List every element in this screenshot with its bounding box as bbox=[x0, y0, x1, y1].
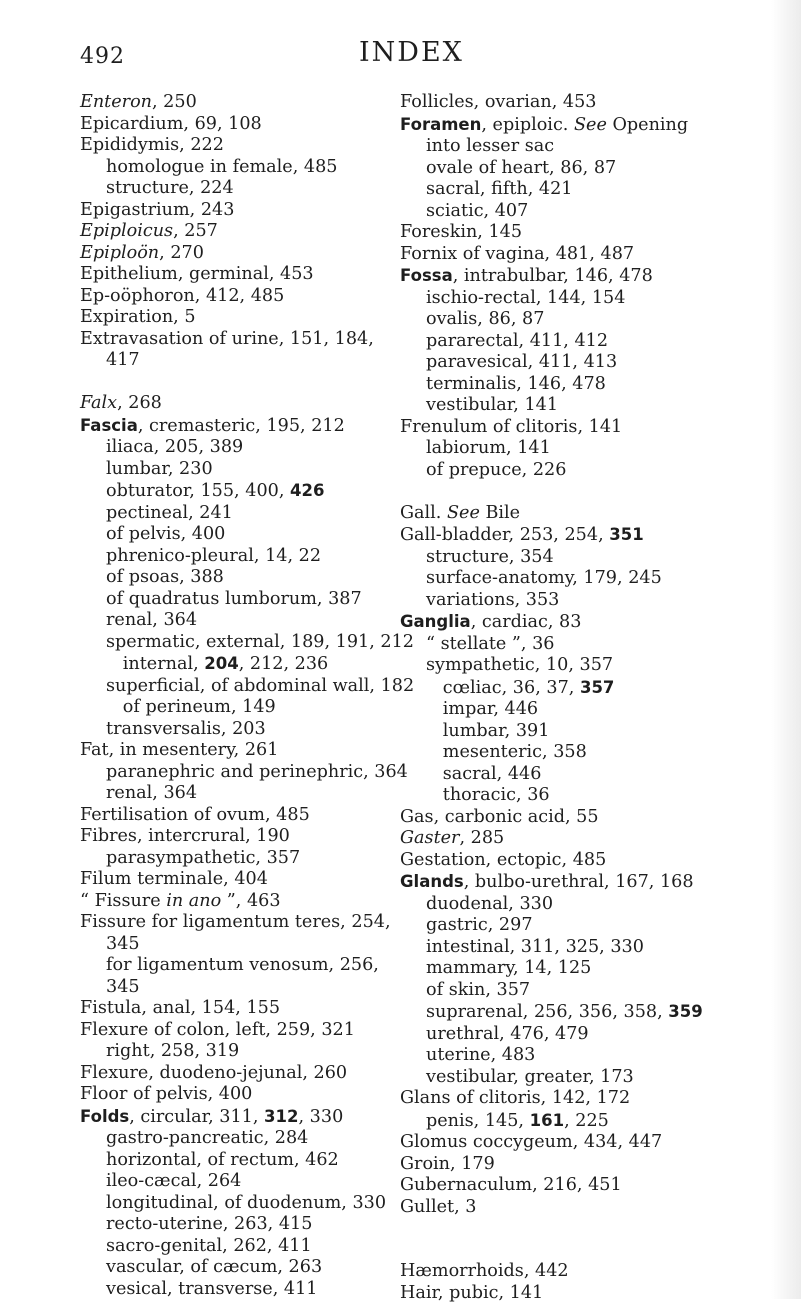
entry-text: , 268 bbox=[117, 393, 162, 413]
entry-text: Gullet, 3 bbox=[400, 1197, 477, 1217]
entry-text: Glans of clitoris, 142, 172 bbox=[400, 1088, 630, 1108]
index-entry bbox=[400, 244, 760, 266]
index-entry bbox=[400, 850, 760, 872]
entry-text: mammary, 14, 125 bbox=[426, 958, 591, 978]
index-entry bbox=[80, 286, 415, 308]
entry-text: Fissure for ligamentum teres, 254, bbox=[80, 912, 391, 932]
index-entry bbox=[400, 1261, 760, 1283]
index-subentry bbox=[80, 1041, 415, 1063]
index-subentry bbox=[80, 459, 415, 481]
entry-text: labiorum, 141 bbox=[426, 438, 551, 458]
index-subentry bbox=[80, 567, 415, 589]
entry-spacer bbox=[400, 1240, 760, 1262]
entry-text: Fascia bbox=[80, 416, 138, 435]
index-subentry bbox=[80, 546, 415, 568]
entry-text: Fornix of vagina, 481, 487 bbox=[400, 244, 634, 264]
index-entry bbox=[80, 891, 415, 913]
entry-text: 161 bbox=[530, 1111, 564, 1130]
entry-text: Fistula, anal, 154, 155 bbox=[80, 998, 280, 1018]
entry-text: paravesical, 411, 413 bbox=[426, 352, 617, 372]
index-subentry bbox=[400, 590, 760, 612]
entry-text: “ Fissure bbox=[80, 891, 166, 911]
entry-text: Ganglia bbox=[400, 612, 471, 631]
entry-text: ovale of heart, 86, 87 bbox=[426, 158, 616, 178]
index-entry bbox=[400, 114, 760, 137]
entry-text: mesenteric, 358 bbox=[426, 742, 587, 762]
index-subentry bbox=[80, 437, 415, 459]
entry-text: Expiration, 5 bbox=[80, 307, 196, 327]
index-subentry bbox=[80, 697, 415, 719]
page-edge-shadow bbox=[771, 0, 801, 1299]
entry-text: urethral, 476, 479 bbox=[426, 1024, 589, 1044]
index-entry bbox=[400, 1175, 760, 1197]
entry-text: , 257 bbox=[173, 221, 218, 241]
index-entry bbox=[80, 826, 415, 848]
index-entry bbox=[80, 329, 415, 351]
index-subentry bbox=[80, 1214, 415, 1236]
index-subentry bbox=[400, 915, 760, 937]
index-subentry bbox=[400, 460, 760, 482]
entry-text: of pelvis, 400 bbox=[106, 524, 225, 544]
entry-text: Epididymis, 222 bbox=[80, 135, 224, 155]
entry-text: suprarenal, 256, 356, 358, bbox=[426, 1002, 668, 1022]
index-entry bbox=[400, 871, 760, 894]
entry-text: pectineal, 241 bbox=[106, 503, 233, 523]
entry-text: Glomus coccygeum, 434, 447 bbox=[400, 1132, 662, 1152]
entry-text: Filum terminale, 404 bbox=[80, 869, 268, 889]
entry-text: vestibular, 141 bbox=[426, 395, 558, 415]
index-subentry bbox=[80, 955, 415, 977]
entry-text: thoracic, 36 bbox=[426, 785, 550, 805]
entry-text: homologue in female, 485 bbox=[106, 157, 337, 177]
index-entry bbox=[400, 807, 760, 829]
entry-text: of quadratus lumborum, 387 bbox=[106, 589, 362, 609]
entry-text: 359 bbox=[668, 1002, 702, 1021]
index-entry bbox=[80, 200, 415, 222]
entry-text: , cardiac, 83 bbox=[471, 612, 582, 632]
entry-text: , 285 bbox=[459, 828, 504, 848]
entry-text: ovalis, 86, 87 bbox=[426, 309, 544, 329]
index-entry bbox=[80, 912, 415, 934]
entry-text: Epigastrium, 243 bbox=[80, 200, 234, 220]
index-subentry bbox=[400, 288, 760, 310]
index-subentry bbox=[400, 1067, 760, 1089]
entry-text: vestibular, greater, 173 bbox=[426, 1067, 634, 1087]
entry-text: Extravasation of urine, 151, 184, bbox=[80, 329, 374, 349]
entry-text: Follicles, ovarian, 453 bbox=[400, 92, 596, 112]
index-subentry bbox=[80, 848, 415, 870]
index-entry bbox=[400, 1283, 760, 1304]
entry-text: spermatic, external, 189, 191, 212 bbox=[106, 632, 414, 652]
entry-text: paranephric and perinephric, 364 bbox=[106, 762, 408, 782]
index-entry bbox=[80, 1106, 415, 1129]
index-entry bbox=[80, 415, 415, 438]
entry-text: “ stellate ”, 36 bbox=[426, 634, 554, 654]
index-subentry bbox=[80, 1279, 415, 1301]
entry-text: vesical, transverse, 411 bbox=[106, 1279, 317, 1299]
entry-text: Hair, pubic, 141 bbox=[400, 1283, 543, 1303]
index-subentry bbox=[80, 632, 415, 654]
index-entry bbox=[400, 524, 760, 547]
index-subentry bbox=[400, 634, 760, 656]
entry-text: Gestation, ectopic, 485 bbox=[400, 850, 606, 870]
index-subentry bbox=[80, 1236, 415, 1258]
entry-text: phrenico-pleural, 14, 22 bbox=[106, 546, 321, 566]
index-subentry bbox=[400, 1110, 760, 1133]
index-entry bbox=[400, 1088, 760, 1110]
entry-text: terminalis, 146, 478 bbox=[426, 374, 606, 394]
entry-text: Fossa bbox=[400, 266, 453, 285]
index-entry bbox=[80, 221, 415, 243]
entry-text: cœliac, 36, 37, bbox=[426, 678, 580, 698]
index-entry bbox=[80, 393, 415, 415]
entry-text: Gas, carbonic acid, 55 bbox=[400, 807, 599, 827]
index-entry bbox=[400, 417, 760, 439]
page-number: 492 bbox=[80, 44, 125, 69]
entry-spacer bbox=[400, 481, 760, 503]
index-subentry bbox=[400, 742, 760, 764]
index-entry bbox=[400, 265, 760, 288]
entry-text: ileo-cæcal, 264 bbox=[106, 1171, 241, 1191]
entry-text: , 270 bbox=[159, 243, 204, 263]
entry-text: sacro-genital, 262, 411 bbox=[106, 1236, 312, 1256]
index-subentry bbox=[80, 1257, 415, 1279]
entry-text: Foreskin, 145 bbox=[400, 222, 522, 242]
entry-text: ischio-rectal, 144, 154 bbox=[426, 288, 625, 308]
entry-text: lumbar, 391 bbox=[426, 721, 549, 741]
entry-text: Glands bbox=[400, 872, 464, 891]
index-subentry bbox=[80, 1171, 415, 1193]
index-entry bbox=[80, 114, 415, 136]
entry-text: sacral, fifth, 421 bbox=[426, 179, 573, 199]
index-subentry bbox=[400, 764, 760, 786]
index-entry bbox=[80, 869, 415, 891]
entry-text: See bbox=[447, 503, 480, 523]
entry-text: Epicardium, 69, 108 bbox=[80, 114, 262, 134]
page-title: INDEX bbox=[359, 37, 464, 68]
index-subentry bbox=[400, 958, 760, 980]
entry-text: 357 bbox=[580, 678, 614, 697]
entry-text: Ep-oöphoron, 412, 485 bbox=[80, 286, 284, 306]
index-entry bbox=[80, 243, 415, 265]
index-subentry bbox=[80, 783, 415, 805]
index-subentry bbox=[80, 524, 415, 546]
entry-text: structure, 354 bbox=[426, 547, 554, 567]
index-entry bbox=[80, 92, 415, 114]
index-subentry bbox=[400, 158, 760, 180]
index-subentry bbox=[400, 395, 760, 417]
entry-text: into lesser sac bbox=[426, 136, 554, 156]
entry-text: , 225 bbox=[564, 1111, 609, 1131]
entry-text: duodenal, 330 bbox=[426, 894, 553, 914]
entry-text: Gall-bladder, 253, 254, bbox=[400, 525, 609, 545]
index-subentry bbox=[400, 179, 760, 201]
entry-text: Bile bbox=[480, 503, 520, 523]
index-subentry bbox=[80, 1150, 415, 1172]
entry-text: Folds bbox=[80, 1107, 129, 1126]
entry-text: , 212, 236 bbox=[239, 654, 329, 674]
entry-text: Floor of pelvis, 400 bbox=[80, 1084, 252, 1104]
index-entry bbox=[80, 740, 415, 762]
entry-text: , bulbo-urethral, 167, 168 bbox=[464, 872, 694, 892]
entry-text: pararectal, 411, 412 bbox=[426, 331, 608, 351]
entry-text: , cremasteric, 195, 212 bbox=[138, 416, 345, 436]
index-subentry bbox=[400, 136, 760, 158]
index-subentry bbox=[80, 676, 415, 698]
index-subentry bbox=[80, 1193, 415, 1215]
index-subentry bbox=[400, 331, 760, 353]
index-entry bbox=[400, 1154, 760, 1176]
index-entry bbox=[80, 1020, 415, 1042]
entry-text: intestinal, 311, 325, 330 bbox=[426, 937, 644, 957]
index-entry bbox=[400, 828, 760, 850]
entry-text: 426 bbox=[290, 481, 324, 500]
index-entry bbox=[400, 222, 760, 244]
entry-text: , intrabulbar, 146, 478 bbox=[453, 266, 653, 286]
entry-text: Groin, 179 bbox=[400, 1154, 495, 1174]
index-subentry bbox=[400, 980, 760, 1002]
entry-text: Fertilisation of ovum, 485 bbox=[80, 805, 310, 825]
index-subentry bbox=[80, 157, 415, 179]
entry-text: , epiploic. bbox=[481, 115, 574, 135]
index-subentry bbox=[80, 653, 415, 676]
index-entry bbox=[80, 1063, 415, 1085]
entry-spacer bbox=[80, 372, 415, 394]
entry-text: penis, 145, bbox=[426, 1111, 530, 1131]
index-subentry bbox=[80, 350, 415, 372]
index-entry bbox=[400, 92, 760, 114]
index-entry bbox=[400, 503, 760, 525]
index-subentry bbox=[80, 589, 415, 611]
index-subentry bbox=[400, 1045, 760, 1067]
entry-text: of prepuce, 226 bbox=[426, 460, 566, 480]
index-subentry bbox=[400, 699, 760, 721]
index-subentry bbox=[400, 438, 760, 460]
entry-text: in ano bbox=[166, 891, 221, 911]
entry-text: Foramen bbox=[400, 115, 481, 134]
index-subentry bbox=[80, 762, 415, 784]
entry-text: of skin, 357 bbox=[426, 980, 530, 1000]
entry-text: renal, 364 bbox=[106, 783, 197, 803]
entry-text: impar, 446 bbox=[426, 699, 538, 719]
index-subentry bbox=[80, 178, 415, 200]
entry-text: , 330 bbox=[299, 1107, 344, 1127]
index-subentry bbox=[80, 977, 415, 999]
index-entry bbox=[80, 264, 415, 286]
entry-text: variations, 353 bbox=[426, 590, 559, 610]
entry-text: Gaster bbox=[400, 828, 459, 848]
entry-text: transversalis, 203 bbox=[106, 719, 266, 739]
entry-text: Gall. bbox=[400, 503, 447, 523]
index-subentry bbox=[80, 1128, 415, 1150]
index-subentry bbox=[400, 1001, 760, 1024]
index-subentry bbox=[80, 503, 415, 525]
index-subentry bbox=[400, 677, 760, 700]
entry-text: renal, 364 bbox=[106, 610, 197, 630]
entry-text: , circular, 311, bbox=[129, 1107, 264, 1127]
entry-text: iliaca, 205, 389 bbox=[106, 437, 243, 457]
entry-text: Hæmorrhoids, 442 bbox=[400, 1261, 569, 1281]
entry-text: , 250 bbox=[152, 92, 197, 112]
index-subentry bbox=[80, 719, 415, 741]
entry-text: Flexure of colon, left, 259, 321 bbox=[80, 1020, 355, 1040]
index-subentry bbox=[400, 352, 760, 374]
entry-text: See bbox=[574, 115, 607, 135]
entry-text: 345 bbox=[106, 934, 140, 954]
entry-text: gastric, 297 bbox=[426, 915, 533, 935]
entry-text: lumbar, 230 bbox=[106, 459, 213, 479]
entry-text: Frenulum of clitoris, 141 bbox=[400, 417, 622, 437]
index-subentry bbox=[400, 894, 760, 916]
entry-text: vascular, of cæcum, 263 bbox=[106, 1257, 322, 1277]
index-subentry bbox=[400, 1024, 760, 1046]
entry-text: Opening bbox=[607, 115, 688, 135]
entry-text: surface-anatomy, 179, 245 bbox=[426, 568, 662, 588]
entry-text: Epiploicus bbox=[80, 221, 173, 241]
entry-text: of perineum, 149 bbox=[106, 697, 276, 717]
entry-text: Epiploön bbox=[80, 243, 159, 263]
index-subentry bbox=[400, 547, 760, 569]
entry-text: superficial, of abdominal wall, 182 bbox=[106, 676, 414, 696]
entry-text: Gubernaculum, 216, 451 bbox=[400, 1175, 622, 1195]
entry-text: Fat, in mesentery, 261 bbox=[80, 740, 278, 760]
entry-text: Epithelium, germinal, 453 bbox=[80, 264, 314, 284]
index-subentry bbox=[400, 655, 760, 677]
index-entry bbox=[80, 998, 415, 1020]
entry-text: horizontal, of rectum, 462 bbox=[106, 1150, 339, 1170]
index-subentry bbox=[80, 480, 415, 503]
index-entry bbox=[400, 1132, 760, 1154]
index-column-right bbox=[400, 92, 760, 1304]
index-entry bbox=[80, 307, 415, 329]
entry-text: internal, bbox=[106, 654, 204, 674]
entry-text: uterine, 483 bbox=[426, 1045, 535, 1065]
entry-text: gastro-pancreatic, 284 bbox=[106, 1128, 308, 1148]
entry-text: sciatic, 407 bbox=[426, 201, 528, 221]
entry-text: Fibres, intercrural, 190 bbox=[80, 826, 290, 846]
entry-text: 351 bbox=[609, 525, 643, 544]
index-entry bbox=[80, 1084, 415, 1106]
index-subentry bbox=[400, 568, 760, 590]
entry-text: for ligamentum venosum, 256, bbox=[106, 955, 379, 975]
index-subentry bbox=[400, 201, 760, 223]
index-subentry bbox=[400, 785, 760, 807]
entry-spacer bbox=[400, 1218, 760, 1240]
entry-text: 345 bbox=[106, 977, 140, 997]
index-entry bbox=[80, 805, 415, 827]
entry-text: right, 258, 319 bbox=[106, 1041, 239, 1061]
index-entry bbox=[400, 1197, 760, 1219]
entry-text: recto-uterine, 263, 415 bbox=[106, 1214, 312, 1234]
index-subentry bbox=[400, 937, 760, 959]
index-entry bbox=[400, 611, 760, 634]
index-subentry bbox=[400, 374, 760, 396]
entry-text: 312 bbox=[264, 1107, 298, 1126]
entry-text: of psoas, 388 bbox=[106, 567, 224, 587]
entry-text: ”, 463 bbox=[221, 891, 280, 911]
entry-text: longitudinal, of duodenum, 330 bbox=[106, 1193, 386, 1213]
entry-text: sacral, 446 bbox=[426, 764, 541, 784]
entry-text: Falx bbox=[80, 393, 117, 413]
entry-text: sympathetic, 10, 357 bbox=[426, 655, 613, 675]
index-subentry bbox=[400, 721, 760, 743]
index-subentry bbox=[80, 610, 415, 632]
entry-text: 204 bbox=[204, 654, 238, 673]
index-subentry bbox=[80, 934, 415, 956]
index-column-left bbox=[80, 92, 415, 1300]
entry-text: Enteron bbox=[80, 92, 152, 112]
index-entry bbox=[80, 135, 415, 157]
index-subentry bbox=[400, 309, 760, 331]
entry-text: parasympathetic, 357 bbox=[106, 848, 300, 868]
entry-text: 417 bbox=[106, 350, 140, 370]
entry-text: obturator, 155, 400, bbox=[106, 481, 290, 501]
entry-text: structure, 224 bbox=[106, 178, 234, 198]
entry-text: Flexure, duodeno-jejunal, 260 bbox=[80, 1063, 347, 1083]
